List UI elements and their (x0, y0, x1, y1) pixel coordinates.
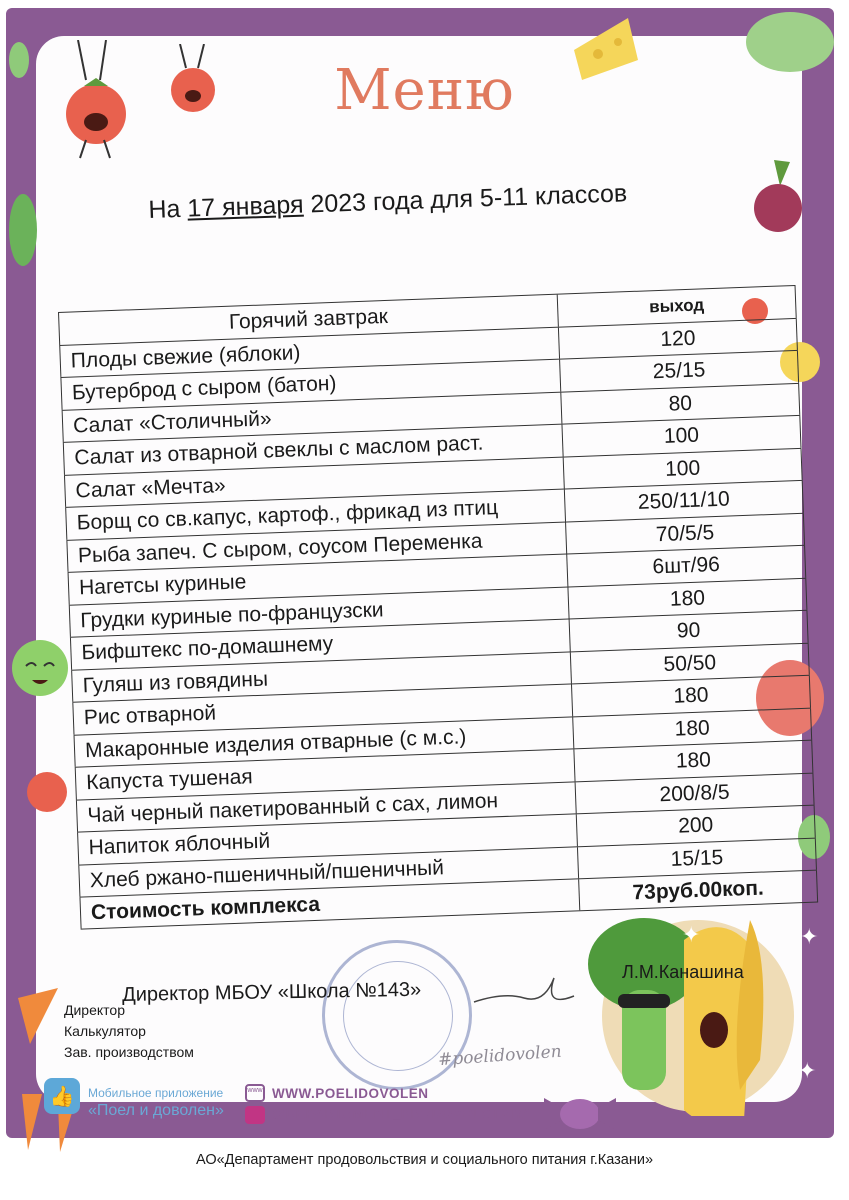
sparkle-icon: ✦ (682, 922, 701, 947)
instagram-icon (245, 1106, 265, 1124)
dish-portion: 6шт/96 (567, 546, 806, 586)
dish-portion: 100 (564, 448, 803, 488)
dish-name: Капуста тушеная (75, 749, 576, 799)
carrot-character-icon (10, 978, 66, 1048)
vegetable-friends-illustration (574, 880, 810, 1116)
dish-portion: 200 (577, 806, 816, 846)
thumbs-up-icon: 👍 (44, 1078, 80, 1114)
dish-name: Гуляш из говядины (71, 652, 572, 702)
instagram-link[interactable]: @DEPARTAMENT_PRODOVOLSTVIYA (272, 1106, 533, 1121)
dish-name: Рыба запеч. С сыром, соусом Переменка (66, 522, 567, 572)
dish-portion: 25/15 (560, 351, 799, 391)
subtitle-suffix: 2023 года для 5-11 классов (302, 179, 628, 219)
sparkle-icon: ✦ (800, 924, 819, 949)
dish-name: Плоды свежие (яблоки) (59, 327, 560, 377)
staff-director: Директор (64, 1002, 125, 1018)
dish-name: Салат из отварной свеклы с маслом раст. (63, 425, 564, 475)
dish-name: Грудки куриные по-французски (69, 587, 570, 637)
dish-name: Хлеб ржано-пшеничный/пшеничный (78, 847, 579, 897)
total-price: 73руб.00коп. (579, 871, 818, 910)
staff-production-head: Зав. производством (64, 1044, 194, 1060)
dish-name: Напиток яблочный (77, 814, 578, 864)
total-label: Стоимость комплекса (79, 879, 580, 928)
header-meal-name: Горячий завтрак (58, 295, 559, 345)
dish-name: Бифштекс по-домашнему (70, 619, 571, 669)
page-title: Меню (334, 58, 515, 123)
dish-name: Салат «Столичный» (62, 392, 563, 442)
signature-icon (470, 962, 580, 1012)
dish-name: Рис отварной (72, 684, 573, 734)
dish-name: Бутерброд с сыром (батон) (60, 360, 561, 410)
footer-organization: АО«Департамент продовольствия и социального питания г.Казани» (195, 1152, 654, 1168)
dish-portion: 100 (562, 416, 801, 456)
dish-portion: 180 (568, 578, 807, 618)
tomato-icon (24, 764, 70, 814)
signer-name: Л.М.Канашина (622, 962, 744, 982)
dish-portion: 50/50 (571, 643, 810, 683)
dish-portion: 90 (570, 611, 809, 651)
dish-portion: 80 (561, 383, 800, 423)
hashtag: #poelidovolen (437, 1041, 563, 1071)
dish-name: Макаронные изделия отварные (с м.с.) (74, 717, 575, 767)
dish-portion: 200/8/5 (576, 773, 815, 813)
menu-table (58, 285, 818, 929)
dish-name: Нагетсы куриные (68, 555, 569, 605)
dish-portion: 180 (574, 741, 813, 781)
staff-list (64, 1000, 194, 1063)
dish-name: Салат «Мечта» (64, 457, 565, 507)
beet-character-icon (744, 156, 814, 236)
candy-icon (540, 1090, 620, 1136)
app-caption: Мобильное приложение (88, 1086, 224, 1100)
leaf-icon (8, 190, 38, 270)
dish-portion: 180 (572, 676, 811, 716)
mobile-app-promo (88, 1086, 224, 1120)
dish-name: Борщ со св.капус, картоф., фрикад из птиц (65, 490, 566, 540)
green-apple-character-icon (8, 626, 72, 700)
staff-calculator: Калькулятор (64, 1023, 146, 1039)
dish-portion: 70/5/5 (566, 513, 805, 553)
header-portion: выход (558, 286, 797, 326)
dish-name: Чай черный пакетированный с сах, лимон (76, 782, 577, 832)
app-name: «Поел и доволен» (88, 1102, 224, 1119)
sparkle-icon: ✦ (798, 1058, 817, 1083)
globe-icon: www (245, 1084, 265, 1102)
menu-date: 17 января (186, 190, 304, 223)
dish-portion: 180 (573, 708, 812, 748)
dish-portion: 250/11/10 (565, 481, 804, 521)
subtitle-prefix: На (148, 194, 188, 224)
website-link[interactable]: WWW.POELIDOVOLEN (272, 1086, 429, 1101)
director-line: Директор МБОУ «Школа №143» (122, 978, 422, 1006)
dish-portion: 120 (559, 318, 798, 358)
dish-portion: 15/15 (578, 838, 817, 878)
